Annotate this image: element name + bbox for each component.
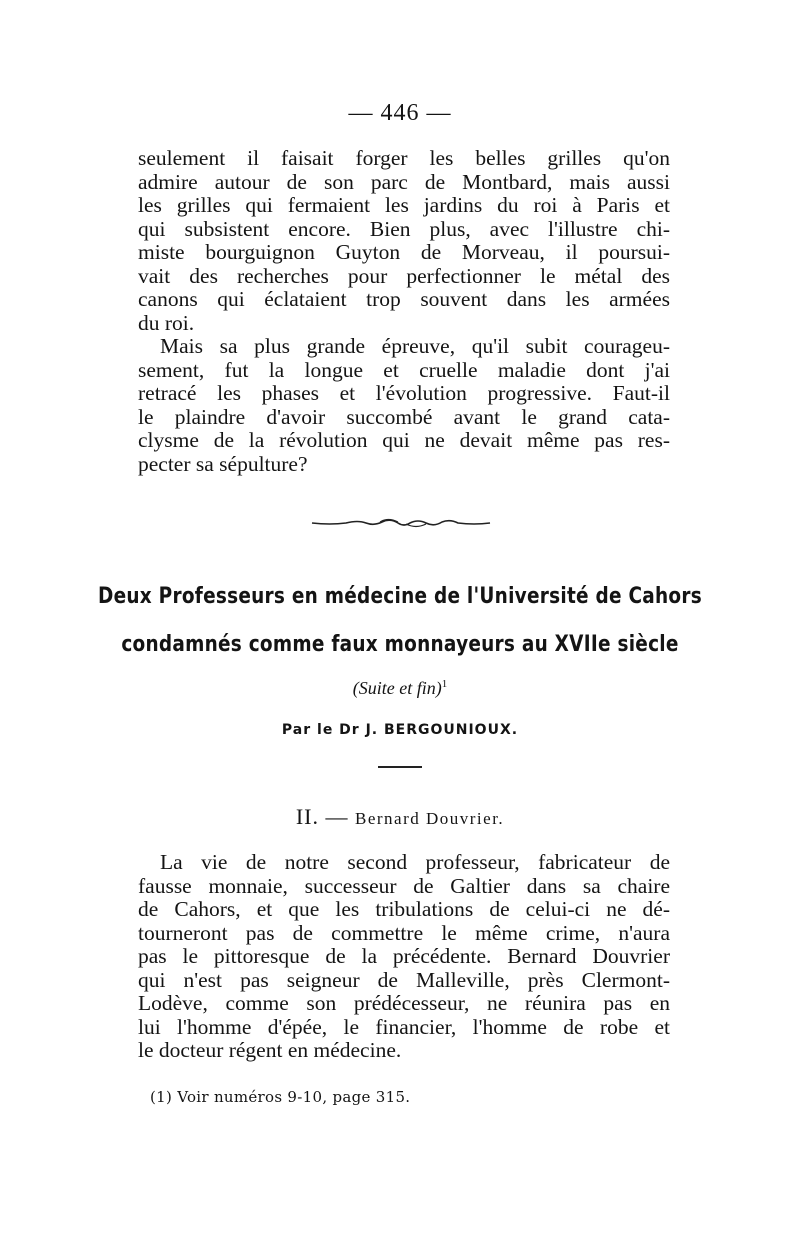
text-line: miste bourguignon Guyton de Morveau, il poursui-	[138, 240, 670, 264]
ornament-divider	[310, 516, 492, 530]
text-line: retracé les phases et l'évolution progressive. Faut-il	[138, 381, 670, 405]
text-line: tourneront pas de commettre le même crime, n'aura	[138, 920, 670, 945]
author-line: Par le Dr J. BERGOUNIOUX.	[281, 722, 519, 738]
text-line: Mais sa plus grande épreuve, qu'il subit courageu-	[160, 334, 670, 358]
subtitle	[0, 678, 800, 699]
text-line: La vie de notre second professeur, fabricateur de	[160, 850, 670, 874]
text-line: qui n'est pas seigneur de Malleville, près Clermont-	[138, 967, 670, 992]
text-line: du roi.	[138, 310, 195, 335]
text-line: qui subsistent encore. Bien plus, avec l'illustre chi-	[138, 216, 670, 241]
text-line: le docteur régent en médecine.	[138, 1038, 402, 1062]
text-line: canons qui éclataient trop souvent dans les armées	[138, 287, 670, 311]
subtitle-text: (Suite et fin)	[352, 678, 442, 698]
text-line: fausse monnaie, successeur de Galtier dans sa chaire	[138, 873, 670, 898]
text-line: Lodève, comme son prédécesseur, ne réunira pas en	[138, 991, 670, 1015]
text-line: clysme de la révolution qui ne devait même pas res-	[138, 428, 670, 452]
footnote-mark: 1	[441, 678, 448, 690]
text-line: le plaindre d'avoir succombé avant le grand cata-	[138, 404, 670, 429]
article-title-line-1: Deux Professeurs en médecine de l'Université de Cahors	[98, 584, 702, 609]
footnote: (1) Voir numéros 9-10, page 315.	[150, 1088, 411, 1106]
text-line: admire autour de son parc de Montbard, mais aussi	[138, 169, 670, 194]
separator-rule	[378, 766, 422, 768]
text-line: sement, fut la longue et cruelle maladie dont j'ai	[138, 357, 670, 382]
text-line: seulement il faisait forger les belles grilles qu'on	[138, 146, 670, 170]
section-name: Bernard Douvrier.	[354, 809, 505, 828]
page-number: — 446 —	[348, 100, 452, 126]
text-line: les grilles qui fermaient les jardins du roi à Paris et	[138, 193, 670, 217]
text-line: de Cahors, et que les tribulations de celui-ci ne dé-	[138, 897, 670, 921]
text-line: pas le pittoresque de la précédente. Bernard Douvrier	[138, 944, 670, 968]
text-line: lui l'homme d'épée, le financier, l'homme de robe et	[138, 1014, 670, 1039]
section-heading	[0, 804, 800, 830]
section-number: II. —	[295, 804, 349, 829]
text-line: vait des recherches pour perfectionner le métal des	[138, 263, 670, 288]
article-title-line-2: condamnés comme faux monnayeurs au XVIIe siècle	[121, 632, 679, 657]
text-line: pecter sa sépulture?	[138, 451, 308, 476]
